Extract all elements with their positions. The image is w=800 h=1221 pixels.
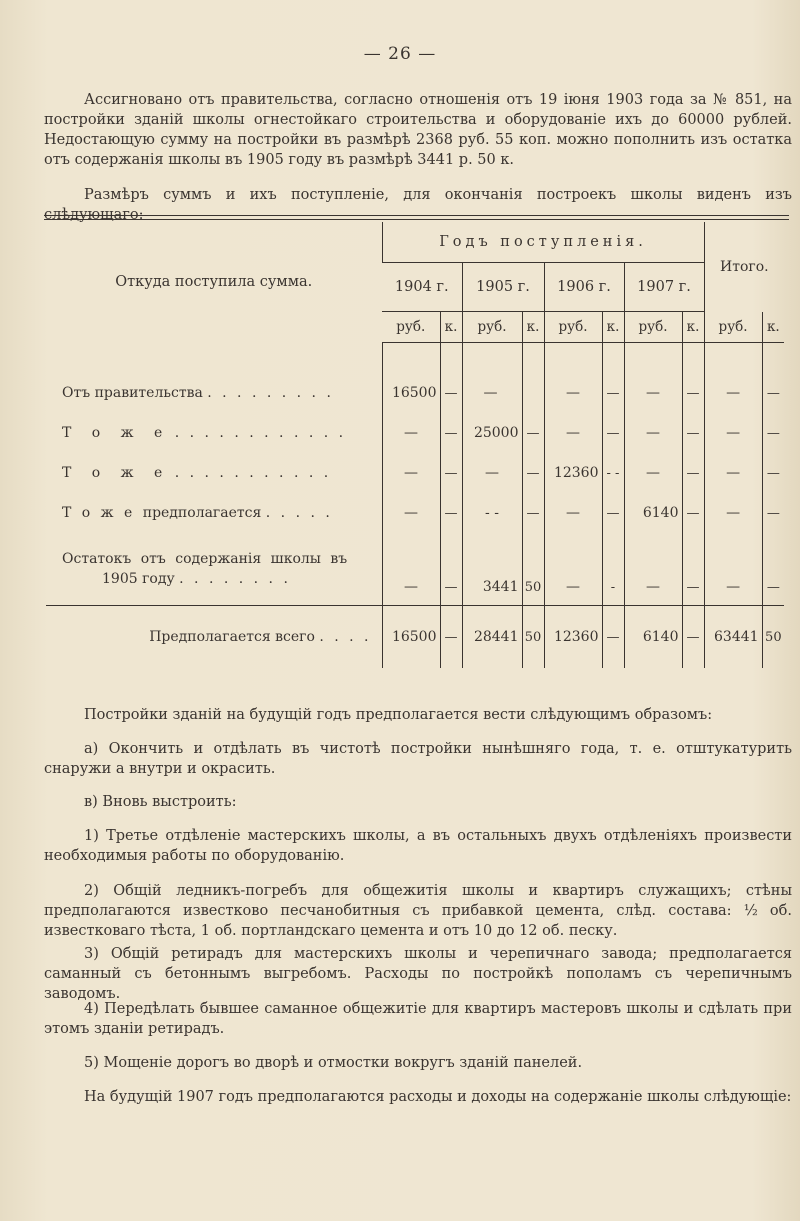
cell-value: - -	[462, 493, 522, 533]
item-a-paragraph: а) Окончить и отдѣлать въ чистотѣ постройки нынѣшняго года, т. е. отштукатурить снаружи а внутри и окрасить.	[44, 741, 792, 777]
cell-value: —	[602, 493, 624, 533]
cell-value: —	[682, 493, 704, 533]
cell-value	[522, 373, 544, 413]
cell-value: —	[462, 453, 522, 493]
leader-dots: . . . . . . . . . . .	[174, 465, 332, 481]
year-header-1904: 1904 г.	[382, 263, 462, 312]
intro-paragraph: Ассигновано отъ правительства, согласно отношенія отъ 19 іюня 1903 года за № 851, на постройки зданій школы огнестойкаго строительства и оборудованіе ихъ до 60000 рублей. Недостающую сумму на постройки въ размѣрѣ 2368 руб. 55 коп. можно пополнить изъ остатка отъ содержанія школы въ 1905 году въ размѣрѣ 3441 р. 50 к.	[44, 92, 792, 168]
leader-dots: . . . .	[319, 629, 372, 645]
unit-rub: руб.	[462, 312, 522, 343]
table-row	[46, 413, 784, 453]
year-header-1907: 1907 г.	[624, 263, 704, 312]
table-row	[46, 453, 784, 493]
cell-value: —	[602, 413, 624, 453]
unit-kop: к.	[682, 312, 704, 343]
total-value: 12360	[544, 606, 602, 669]
table-row	[46, 533, 784, 606]
unit-kop: к.	[602, 312, 624, 343]
total-value: 63441	[704, 606, 762, 669]
cell-value: 50	[522, 533, 544, 606]
cell-value: —	[544, 533, 602, 606]
source-column-header: Откуда поступила сумма.	[115, 274, 313, 291]
cell-value: —	[762, 453, 784, 493]
row-label: Т о ж е	[62, 425, 171, 441]
row-label: Т о ж е	[62, 465, 171, 481]
row-label-continued: 1905 году	[102, 571, 175, 587]
cell-value: 16500	[382, 373, 440, 413]
cell-value: —	[602, 373, 624, 413]
cell-value: —	[624, 373, 682, 413]
total-value: 28441	[462, 606, 522, 669]
table-top-rule-2	[44, 219, 789, 220]
cell-value: —	[544, 493, 602, 533]
cell-value: —	[440, 533, 462, 606]
total-value: 16500	[382, 606, 440, 669]
cell-value: —	[522, 493, 544, 533]
cell-value: —	[522, 453, 544, 493]
cell-value: 3441	[462, 533, 522, 606]
cell-value: —	[762, 533, 784, 606]
total-value: —	[682, 606, 704, 669]
total-value: 50	[762, 606, 784, 669]
cell-value: —	[522, 413, 544, 453]
cell-value: —	[382, 453, 440, 493]
table-lead-paragraph: Размѣръ суммъ и ихъ поступленіе, для окончанія построекъ школы виденъ изъ слѣдующаго:	[44, 187, 792, 223]
row-label: Т о ж е предполагается	[62, 505, 262, 521]
cell-value: —	[682, 373, 704, 413]
cell-value: - -	[602, 453, 624, 493]
cell-value: —	[382, 533, 440, 606]
leader-dots: . . . . . . . . .	[207, 385, 334, 401]
table-row	[46, 373, 784, 413]
funding-table	[46, 222, 784, 668]
leader-dots: . . . . . . . . . . . .	[174, 425, 347, 441]
plan-intro-paragraph: Постройки зданій на будущій годъ предполагается вести слѣдующимъ образомъ:	[84, 707, 713, 723]
total-row-label: Предполагается всего	[149, 629, 315, 645]
cell-value: —	[624, 413, 682, 453]
item-b-paragraph: в) Вновь выстроить:	[84, 794, 237, 810]
cell-value: 25000	[462, 413, 522, 453]
cell-value: —	[382, 493, 440, 533]
row-label: Отъ правительства	[62, 385, 203, 401]
unit-rub: руб.	[544, 312, 602, 343]
page-number: — 26 —	[363, 44, 437, 64]
leader-dots: . . . . . . . .	[179, 571, 291, 587]
cell-value: —	[704, 533, 762, 606]
cell-value: —	[704, 413, 762, 453]
total-value: 6140	[624, 606, 682, 669]
cell-value: —	[382, 413, 440, 453]
year-group-header: Годъ поступленія.	[382, 222, 704, 263]
table-top-rule	[44, 215, 789, 216]
unit-kop: к.	[440, 312, 462, 343]
year-header-1906: 1906 г.	[544, 263, 624, 312]
cell-value: —	[704, 373, 762, 413]
table-total-row	[46, 606, 784, 669]
unit-rub: руб.	[382, 312, 440, 343]
cell-value: -	[602, 533, 624, 606]
year-header-1905: 1905 г.	[462, 263, 544, 312]
cell-value: —	[762, 413, 784, 453]
cell-value: 12360	[544, 453, 602, 493]
cell-value: —	[544, 413, 602, 453]
total-value: —	[602, 606, 624, 669]
unit-rub: руб.	[704, 312, 762, 343]
cell-value: —	[462, 373, 522, 413]
total-column-header: Итого.	[704, 222, 784, 312]
unit-kop: к.	[762, 312, 784, 343]
row-label: Остатокъ отъ содержанія школы въ	[62, 551, 348, 567]
leader-dots: . . . . .	[265, 505, 333, 521]
total-value: 50	[522, 606, 544, 669]
cell-value: —	[762, 373, 784, 413]
item-4-paragraph: 4) Передѣлать бывшее саманное общежитіе для квартиръ мастеровъ школы и сдѣлать при этомъ зданіи ретирадъ.	[44, 1001, 792, 1037]
cell-value: —	[682, 413, 704, 453]
item-1-paragraph: 1) Третье отдѣленіе мастерскихъ школы, а въ остальныхъ двухъ отдѣленіяхъ произвести необходимыя работы по оборудованію.	[44, 828, 792, 864]
cell-value: —	[762, 493, 784, 533]
cell-value: —	[440, 413, 462, 453]
cell-value: —	[682, 453, 704, 493]
table-row	[46, 493, 784, 533]
cell-value: —	[682, 533, 704, 606]
cell-value: —	[704, 493, 762, 533]
item-5-paragraph: 5) Мощеніе дорогъ во дворѣ и отмостки вокругъ зданій панелей.	[84, 1055, 583, 1071]
cell-value: —	[624, 533, 682, 606]
cell-value: —	[544, 373, 602, 413]
closing-paragraph: На будущій 1907 годъ предполагаются расходы и доходы на содержаніе школы слѣдующіе:	[84, 1089, 792, 1105]
cell-value: 6140	[624, 493, 682, 533]
cell-value: —	[440, 493, 462, 533]
item-3-paragraph: 3) Общій ретирадъ для мастерскихъ школы и черепичнаго завода; предполагается саманный съ бетоннымъ выгребомъ. Расходы по постройкѣ пополамъ съ черепичнымъ заводомъ.	[44, 946, 792, 1002]
unit-kop: к.	[522, 312, 544, 343]
cell-value: —	[440, 453, 462, 493]
unit-rub: руб.	[624, 312, 682, 343]
cell-value: —	[704, 453, 762, 493]
cell-value: —	[624, 453, 682, 493]
item-2-paragraph: 2) Общій ледникъ-погребъ для общежитія школы и квартиръ служащихъ; стѣны предполагаются известково песчанобитныя съ прибавкой цемента, слѣд. состава: ½ об. известковаго тѣста, 1 об. портландскаго цемента и отъ 10 до 12 об. песку.	[44, 883, 792, 939]
total-value: —	[440, 606, 462, 669]
cell-value: —	[440, 373, 462, 413]
